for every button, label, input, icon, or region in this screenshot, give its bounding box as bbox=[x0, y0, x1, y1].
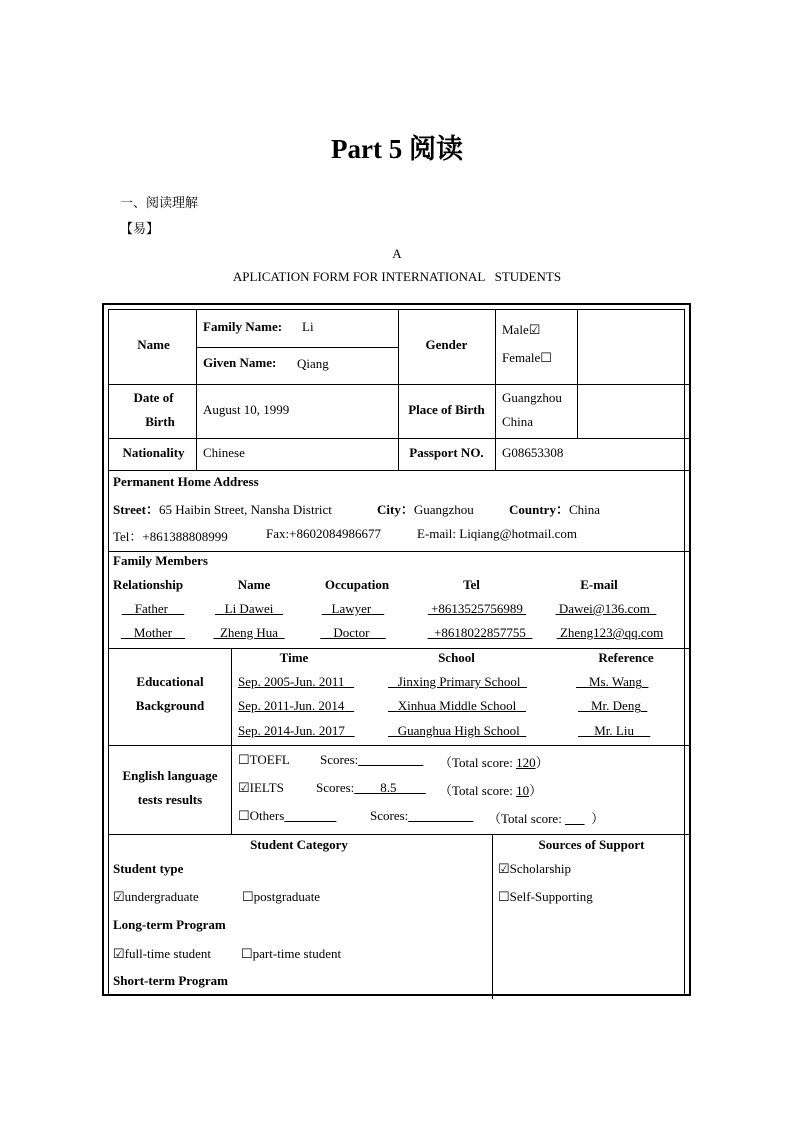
undergraduate-checkbox[interactable]: ☑undergraduate bbox=[113, 889, 199, 904]
others-checkbox[interactable]: ☐Others bbox=[238, 808, 285, 823]
tests-label-line2: tests results bbox=[137, 792, 203, 807]
postgraduate-checkbox[interactable]: ☐postgraduate bbox=[242, 889, 321, 904]
difficulty-label: 【易】 bbox=[120, 222, 160, 237]
nationality-label: Nationality bbox=[122, 445, 185, 460]
family-row-2-relationship: Mother bbox=[133, 625, 173, 640]
name-label: Name bbox=[137, 337, 170, 352]
gender-female-checkbox[interactable]: Female☐ bbox=[502, 350, 552, 365]
city-line: City：Guangzhou bbox=[377, 502, 474, 517]
tests-label-line1: English language bbox=[122, 768, 218, 783]
toefl-checkbox[interactable]: ☐TOEFL bbox=[238, 752, 290, 767]
education-label-line1: Educational bbox=[136, 674, 204, 689]
pob-label: Place of Birth bbox=[408, 402, 485, 417]
ielts-scores: Scores: 8.5 bbox=[316, 780, 397, 795]
edu-row-3-time: Sep. 2014-Jun. 2017 bbox=[238, 723, 345, 738]
address-heading: Permanent Home Address bbox=[113, 474, 259, 489]
family-row-2-occupation: Doctor bbox=[333, 625, 370, 640]
email-line: E-mail: Liqiang@hotmail.com bbox=[417, 526, 578, 541]
fax-line: Fax:+8602084986677 bbox=[266, 526, 381, 541]
pob-country: China bbox=[502, 414, 534, 429]
edu-row-2-school: Xinhua Middle School bbox=[397, 698, 517, 713]
given-name-value: Qiang bbox=[297, 356, 329, 371]
family-row-2-name: Zheng Hua bbox=[219, 625, 279, 640]
long-term-label: Long-term Program bbox=[113, 917, 226, 932]
family-row-1-relationship: Father bbox=[134, 601, 168, 616]
family-name-label: Family Name: bbox=[203, 319, 283, 334]
passage-letter: A bbox=[392, 246, 402, 261]
ielts-total: （Total score: 10） bbox=[439, 783, 543, 798]
family-row-2-email: Zheng123@qq.com bbox=[559, 625, 664, 640]
education-col-school: School bbox=[438, 650, 475, 665]
family-row-2-tel: +8618022857755 bbox=[434, 625, 526, 640]
others-total: （Total score: ） bbox=[488, 811, 605, 826]
family-row-1-tel: +8613525756989 bbox=[431, 601, 523, 616]
education-label-line2: Background bbox=[135, 698, 205, 713]
family-row-1-occupation: Lawyer bbox=[331, 601, 372, 616]
toefl-total: （Total score: 120） bbox=[439, 755, 549, 770]
toefl-scores: Scores: bbox=[320, 752, 359, 767]
education-col-time: Time bbox=[279, 650, 309, 665]
family-heading: Family Members bbox=[113, 553, 208, 568]
family-col-occupation: Occupation bbox=[324, 577, 390, 592]
family-row-1-email: Dawei@136.com bbox=[558, 601, 650, 616]
self-supporting-checkbox[interactable]: ☐Self-Supporting bbox=[498, 889, 593, 904]
edu-row-1-reference: Ms. Wang bbox=[589, 674, 642, 689]
given-name-label: Given Name: bbox=[203, 355, 277, 370]
page-title: Part 5 阅读 bbox=[331, 134, 463, 164]
family-name-value: Li bbox=[302, 319, 314, 334]
edu-row-1-school: Jinxing Primary School bbox=[397, 674, 521, 689]
family-col-email: E-mail bbox=[580, 577, 618, 592]
application-form bbox=[102, 303, 691, 996]
street-line: Street：65 Haibin Street, Nansha District bbox=[113, 502, 332, 517]
short-term-label: Short-term Program bbox=[113, 973, 228, 988]
family-row-1-name: Li Dawei bbox=[224, 601, 274, 616]
edu-row-2-reference: Mr. Deng bbox=[591, 698, 641, 713]
ielts-checkbox[interactable]: ☑IELTS bbox=[238, 780, 284, 795]
part-time-checkbox[interactable]: ☐part-time student bbox=[241, 946, 342, 961]
others-scores: Scores: bbox=[370, 808, 409, 823]
student-type-label: Student type bbox=[113, 861, 184, 876]
section-heading: 一、阅读理解 bbox=[120, 196, 199, 211]
edu-row-3-school: Guanghua High School bbox=[397, 723, 520, 738]
tel-line: Tel：+861388808999 bbox=[113, 529, 228, 544]
gender-male-checkbox[interactable]: Male☑ bbox=[502, 322, 541, 337]
edu-row-2-time: Sep. 2011-Jun. 2014 bbox=[238, 698, 345, 713]
edu-row-1-time: Sep. 2005-Jun. 2011 bbox=[238, 674, 345, 689]
form-title: APLICATION FORM FOR INTERNATIONAL STUDENTS bbox=[232, 269, 562, 284]
dob-label-line1: Date of bbox=[133, 390, 174, 405]
dob-value: August 10, 1999 bbox=[203, 402, 290, 417]
category-heading: Student Category bbox=[250, 837, 348, 852]
family-col-relationship: Relationship bbox=[113, 577, 184, 592]
edu-row-3-reference: Mr. Liu bbox=[594, 723, 634, 738]
family-col-name: Name bbox=[237, 577, 271, 592]
country-line: Country：China bbox=[509, 502, 601, 517]
passport-label: Passport NO. bbox=[409, 445, 484, 460]
full-time-checkbox[interactable]: ☑full-time student bbox=[113, 946, 211, 961]
gender-label: Gender bbox=[425, 337, 468, 352]
nationality-value: Chinese bbox=[203, 445, 245, 460]
education-col-reference: Reference bbox=[598, 650, 654, 665]
support-heading: Sources of Support bbox=[538, 837, 645, 852]
dob-label-line2: Birth bbox=[145, 414, 175, 429]
scholarship-checkbox[interactable]: ☑Scholarship bbox=[498, 861, 572, 876]
pob-city: Guangzhou bbox=[502, 390, 562, 405]
passport-value: G08653308 bbox=[502, 445, 564, 460]
family-col-tel: Tel bbox=[463, 577, 480, 592]
